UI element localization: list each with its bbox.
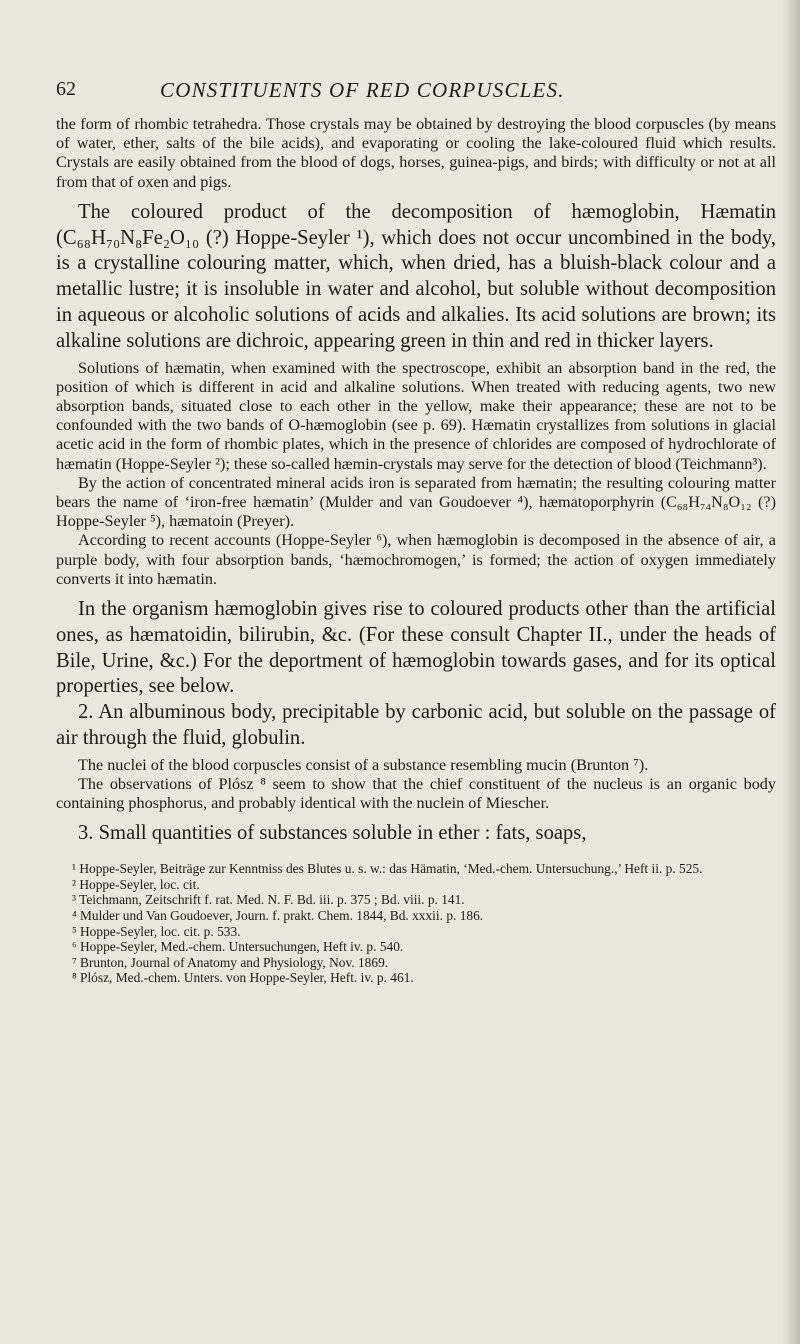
footnote-1: ¹ Hoppe-Seyler, Beiträge zur Kenntniss des Blutes u. s. w.: das Hämatin, ‘Med.-chem. Untersuchung.,’ Heft ii. p. 525. (72, 861, 703, 877)
footnote-7: ⁷ Brunton, Journal of Anatomy and Physiology, Nov. 1869. (72, 954, 389, 970)
paragraph-haemochromogen: According to recent accounts (Hoppe-Seyler ⁶), when hæmoglobin is decomposed in the absence of air, a purple body, with four absorption bands, ‘hæmochromogen,’ is formed; the action of oxygen immediately converts it into hæmatin. (56, 531, 776, 588)
footnote-5: ⁵ Hoppe-Seyler, loc. cit. p. 533. (72, 923, 241, 939)
paragraph-crystals: the form of rhombic tetrahedra. Those crystals may be obtained by destroying the blood corpuscles (by means of water, ether, salts of the bile acids), and evaporating or cooling the lake-coloured fluid which results. Crystals are easily obtained from the blood of dogs, horses, guinea-pigs, and birds; with difficulty or not at all from that of oxen and pigs. (56, 115, 776, 191)
paragraph-haematin: The coloured product of the decomposition of hæmoglobin, Hæmatin (C₆₈H₇₀N₈Fe₂O₁₀ (?) Hoppe-Seyler ¹), which does not occur uncombined in the body, is a crystalline colouring matter, which, when dried, has a bluish-black colour and a metallic lustre; it is insoluble in water and alcohol, but soluble without decomposition in aqueous or alcoholic solutions of acids and alkalies. Its acid solutions are brown; its alkaline solutions are dichroic, appearing green in thin and red in thicker layers. (56, 200, 776, 352)
footnote-3: ³ Teichmann, Zeitschrift f. rat. Med. N. F. Bd. iii. p. 375 ; Bd. viii. p. 141. (72, 892, 465, 908)
paragraph-nuclei: The nuclei of the blood corpuscles consist of a substance resembling mucin (Brunton ⁷). (78, 755, 649, 774)
paragraph-globulin: 2. An albuminous body, precipitable by carbonic acid, but soluble on the passage of air through the fluid, globulin. (56, 701, 776, 750)
page-body (56, 115, 776, 986)
running-title: CONSTITUENTS OF RED CORPUSCLES. (160, 78, 565, 102)
paragraph-spectroscope: Solutions of hæmatin, when examined with the spectroscope, exhibit an absorption band in the red, the position of which is different in acid and alkaline solutions. When treated with reducing agents, two new absorption bands, situated close to each other in the yellow, make their appearance; these are not to be confounded with the two bands of O-hæmoglobin (see p. 69). Hæmatin crystallizes from solutions in glacial acetic acid in the form of rhombic plates, which in the presence of chlorides are composed of hydrochlorate of hæmatin (Hoppe-Seyler ²); these so-called hæmin-crystals may serve for the detection of blood (Teichmann³). (56, 358, 776, 473)
page-header (56, 78, 760, 108)
paragraph-organism: In the organism hæmoglobin gives rise to coloured products other than the artificial ones, as hæmatoidin, bilirubin, &c. (For these consult Chapter II., under the heads of Bile, Urine, &c.) For the deportment of hæmoglobin towards gases, and for its optical properties, see below. (56, 598, 776, 698)
paragraph-plosz: The observations of Plósz ⁸ seem to show that the chief constituent of the nucleus is an organic body containing phosphorus, and probably identical with the nuclein of Miescher. (56, 775, 776, 813)
page-edge-shadow (782, 0, 800, 1344)
paragraph-ether: 3. Small quantities of substances soluble in ether : fats, soaps, (78, 822, 587, 845)
footnote-6: ⁶ Hoppe-Seyler, Med.-chem. Untersuchungen, Heft iv. p. 540. (72, 939, 404, 955)
footnote-8: ⁸ Plósz, Med.-chem. Unters. von Hoppe-Seyler, Heft. iv. p. 461. (72, 970, 414, 986)
footnote-4: ⁴ Mulder und Van Goudoever, Journ. f. prakt. Chem. 1844, Bd. xxxii. p. 186. (72, 908, 484, 923)
paragraph-mineral-acids: By the action of concentrated mineral acids iron is separated from hæmatin; the resulting colouring matter bears the name of ‘iron-free hæmatin’ (Mulder and van Goudoever ⁴), hæmatoporphyrin (C₆₈H₇₄N₈O₁₂ (?) Hoppe-Seyler ⁵), hæmatoin (Preyer). (56, 473, 776, 531)
footnote-2: ² Hoppe-Seyler, loc. cit. (72, 876, 200, 892)
footnotes (56, 861, 776, 986)
page-number: 62 (56, 78, 76, 100)
